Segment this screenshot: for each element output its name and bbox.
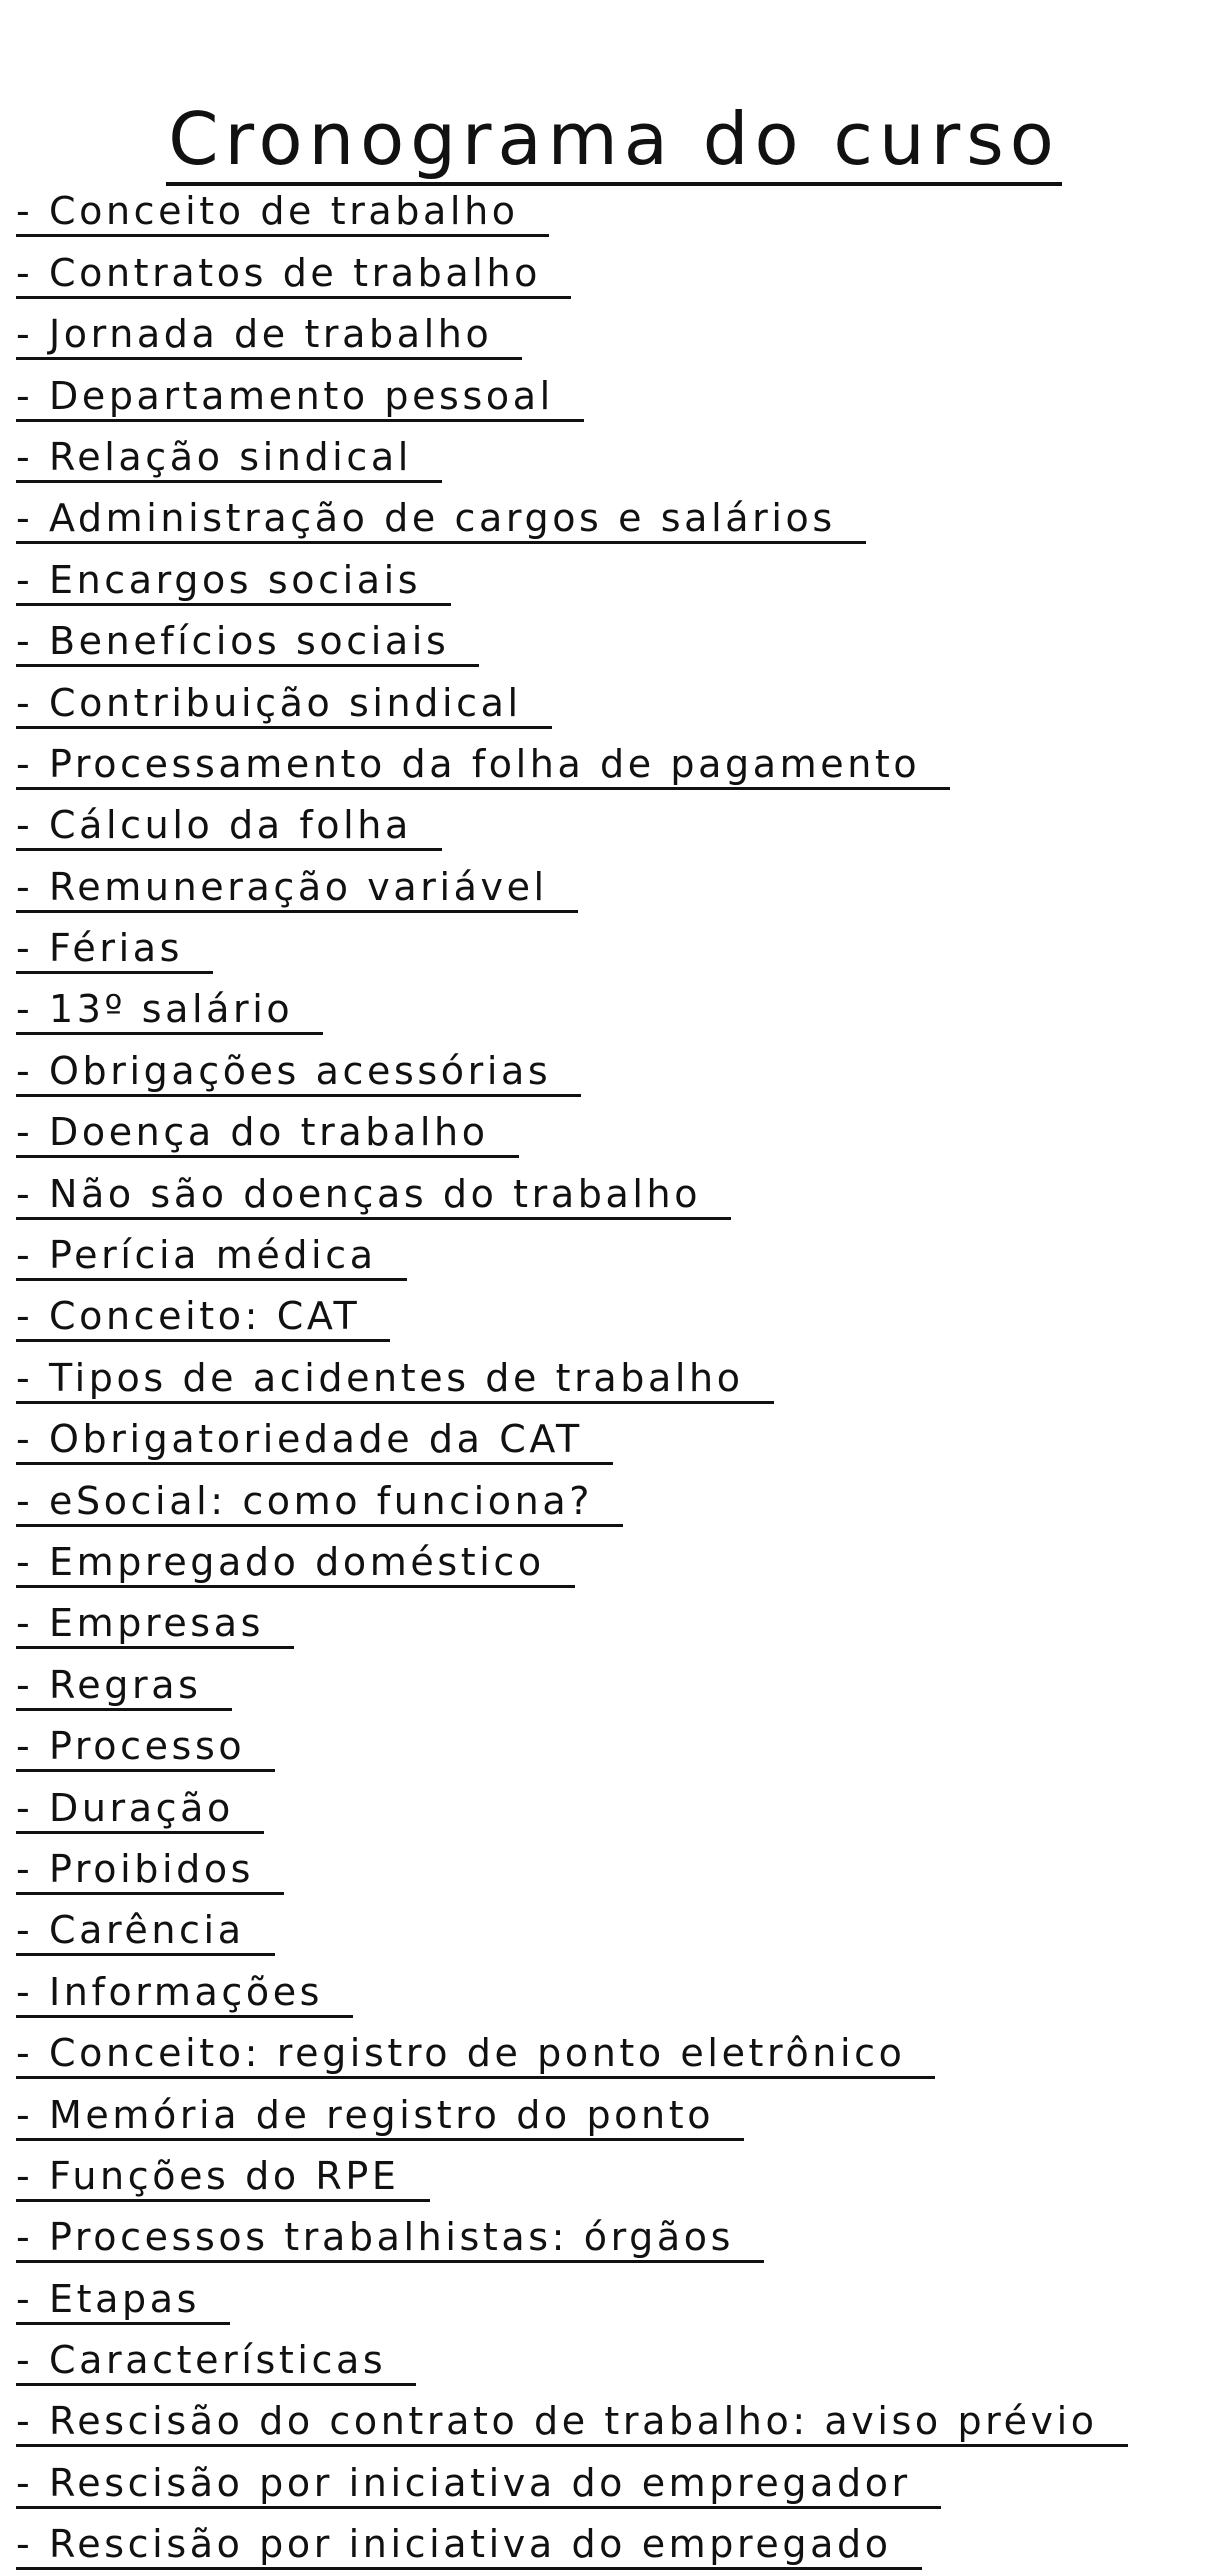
- list-item: [16, 299, 1216, 360]
- list-item: [16, 1649, 1216, 1710]
- list-item-text: - Conceito: CAT: [16, 1293, 390, 1342]
- list-item-text: - Doença do trabalho: [16, 1109, 519, 1158]
- list-item: [16, 1772, 1216, 1833]
- list-item: [16, 1158, 1216, 1219]
- list-item: [16, 1834, 1216, 1895]
- list-item-text: - Contribuição sindical: [16, 680, 552, 729]
- list-item: [16, 1956, 1216, 2017]
- list-item-text: - Processo: [16, 1723, 275, 1772]
- list-item: [16, 1711, 1216, 1772]
- list-item: [16, 2018, 1216, 2079]
- list-item-text: - Empresas: [16, 1600, 294, 1649]
- list-item-text: - Rescisão do contrato de trabalho: aviso prévio: [16, 2398, 1128, 2447]
- list-item: [16, 2325, 1216, 2386]
- list-item: [16, 667, 1216, 728]
- list-item-text: - Carência: [16, 1907, 275, 1956]
- list-item-text: - Obrigações acessórias: [16, 1048, 581, 1097]
- list-item-text: - Rescisão por iniciativa do empregador: [16, 2460, 941, 2509]
- list-item: [16, 851, 1216, 912]
- list-item-text: - Regras: [16, 1662, 232, 1711]
- list-item: [16, 913, 1216, 974]
- list-item: [16, 2386, 1216, 2447]
- list-item: [16, 974, 1216, 1035]
- list-item-text: - eSocial: como funciona?: [16, 1478, 623, 1527]
- list-item: [16, 790, 1216, 851]
- list-item: [16, 606, 1216, 667]
- list-item-text: - Proibidos: [16, 1846, 284, 1895]
- list-item-text: - Processamento da folha de pagamento: [16, 741, 950, 790]
- list-item: [16, 2141, 1216, 2202]
- list-item: [16, 422, 1216, 483]
- list-item-text: - Empregado doméstico: [16, 1539, 575, 1588]
- list-item: [16, 729, 1216, 790]
- list-item-text: - Relação sindical: [16, 434, 442, 483]
- list-item: [16, 1588, 1216, 1649]
- list-item-text: - Memória de registro do ponto: [16, 2092, 744, 2141]
- list-item-text: - Informações: [16, 1969, 353, 2018]
- list-item-text: - Conceito de trabalho: [16, 188, 549, 237]
- list-item: [16, 1281, 1216, 1342]
- list-item-text: - Conceito: registro de ponto eletrônico: [16, 2030, 935, 2079]
- list-item-text: - Tipos de acidentes de trabalho: [16, 1355, 774, 1404]
- list-item-text: - Benefícios sociais: [16, 618, 479, 667]
- list-item: [16, 360, 1216, 421]
- page-title: Cronograma do curso: [166, 96, 1062, 186]
- list-item-text: - Obrigatoriedade da CAT: [16, 1416, 613, 1465]
- list-item: [16, 1404, 1216, 1465]
- list-item-text: - Perícia médica: [16, 1232, 407, 1281]
- list-item-text: - Rescisão por iniciativa do empregado: [16, 2521, 922, 2570]
- list-item-text: - Remuneração variável: [16, 864, 578, 913]
- list-item-text: - Contratos de trabalho: [16, 250, 571, 299]
- list-item: [16, 1895, 1216, 1956]
- list-item: [16, 483, 1216, 544]
- list-item-text: - Encargos sociais: [16, 557, 451, 606]
- list-item: [16, 544, 1216, 605]
- schedule-list: [16, 176, 1216, 2570]
- list-item-text: - Etapas: [16, 2276, 230, 2325]
- list-item-text: - Administração de cargos e salários: [16, 495, 866, 544]
- list-item: [16, 1342, 1216, 1403]
- list-item-text: - Características: [16, 2337, 416, 2386]
- list-item: [16, 176, 1216, 237]
- list-item-text: - Cálculo da folha: [16, 802, 442, 851]
- list-item-text: - Não são doenças do trabalho: [16, 1171, 731, 1220]
- list-item-text: - Duração: [16, 1785, 264, 1834]
- list-item: [16, 2263, 1216, 2324]
- list-item: [16, 237, 1216, 298]
- list-item: [16, 2447, 1216, 2508]
- list-item-text: - Jornada de trabalho: [16, 311, 522, 360]
- list-item-text: - Funções do RPE: [16, 2153, 430, 2202]
- list-item: [16, 1097, 1216, 1158]
- list-item: [16, 1465, 1216, 1526]
- list-item-text: - Departamento pessoal: [16, 373, 584, 422]
- list-item-text: - 13º salário: [16, 986, 323, 1035]
- list-item: [16, 1527, 1216, 1588]
- list-item-text: - Férias: [16, 925, 213, 974]
- list-item: [16, 2509, 1216, 2570]
- list-item: [16, 2079, 1216, 2140]
- list-item: [16, 1220, 1216, 1281]
- list-item: [16, 1035, 1216, 1096]
- list-item-text: - Processos trabalhistas: órgãos: [16, 2214, 764, 2263]
- list-item: [16, 2202, 1216, 2263]
